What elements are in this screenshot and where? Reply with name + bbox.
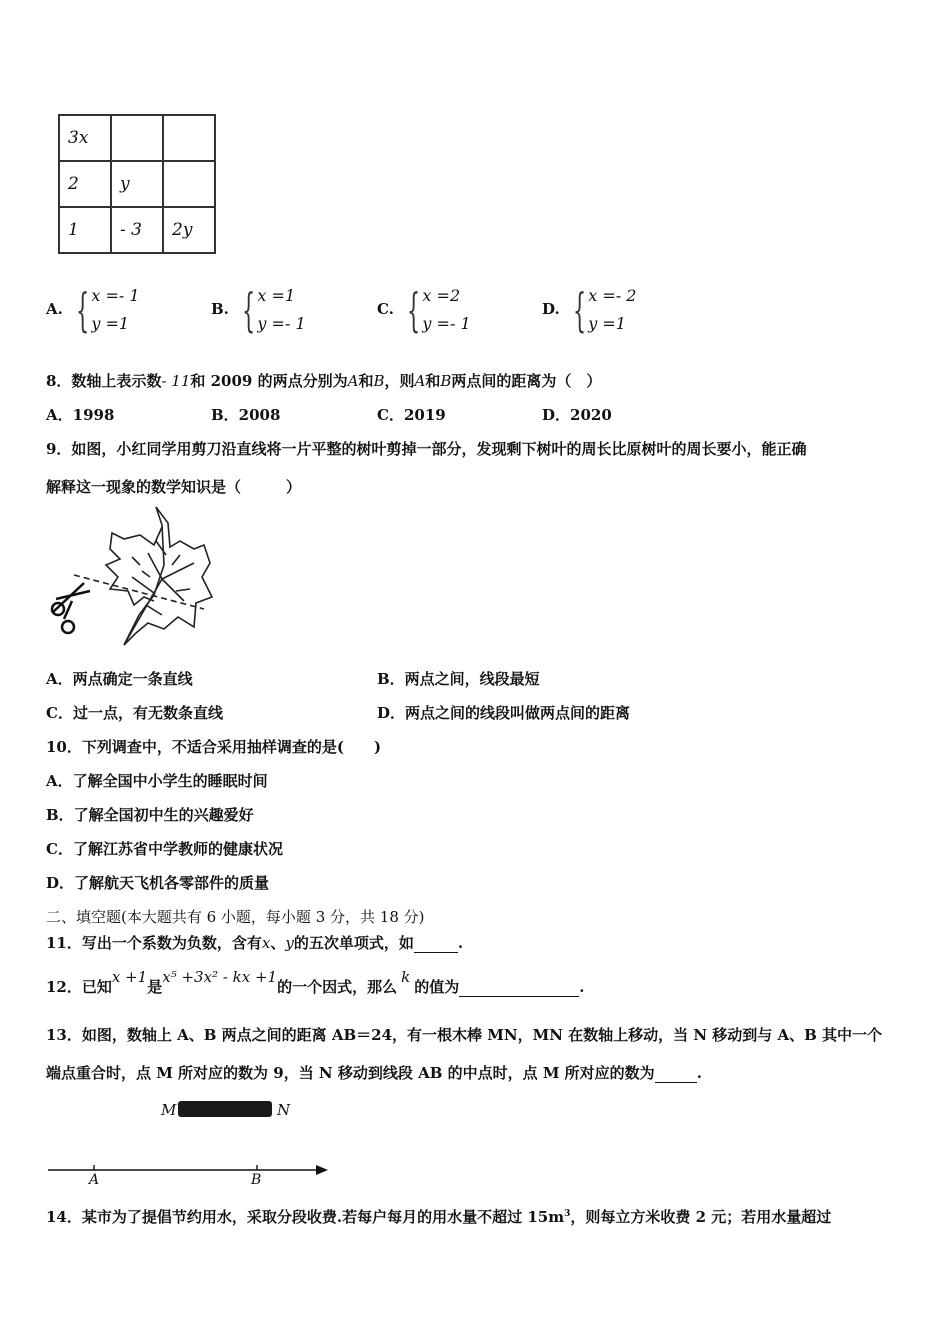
arrow-icon: [316, 1165, 328, 1175]
equation-line: y =- 1: [422, 314, 471, 333]
text: 8．数轴上表示数: [46, 372, 162, 390]
option-label: C.: [377, 300, 394, 318]
text: 12．已知: [46, 978, 112, 996]
q9-option-a: A．两点确定一条直线: [46, 670, 193, 688]
q10-option-a: A．了解全国中小学生的睡眠时间: [46, 772, 268, 790]
grid-cell: 1: [59, 207, 111, 253]
q12-stem: [46, 968, 585, 997]
q14-stem: [46, 1206, 831, 1227]
text: 端点重合时，点 M 所对应的数为 9，当 N 移动到线段 AB 的中点时，点 M 所对应的数为: [46, 1064, 655, 1082]
math: A: [414, 372, 426, 390]
grid-cell: [111, 115, 163, 161]
answer-blank[interactable]: [414, 934, 458, 953]
leaf-scissors-figure: [44, 505, 219, 653]
text: 的一个因式，那么: [277, 978, 398, 996]
cut-line: [74, 575, 204, 609]
math: x⁵ +3x² - kx +1: [162, 968, 278, 986]
text: ，则每立方米收费 2 元；若用水量超过: [570, 1208, 832, 1226]
point-m-label: M: [161, 1101, 177, 1119]
text: 、: [270, 934, 286, 952]
q10-stem: 10．下列调查中，不适合采用抽样调查的是( ): [46, 738, 382, 756]
q9-option-d: D．两点之间的线段叫做两点间的距离: [377, 704, 631, 722]
grid-cell: 2y: [163, 207, 215, 253]
q7-option-b: [211, 282, 306, 338]
leaf-icon: [106, 507, 212, 645]
section-heading: 二、填空题(本大题共有 6 小题，每小题 3 分，共 18 分): [46, 908, 425, 926]
text: .: [457, 934, 464, 952]
grid-cell: [163, 161, 215, 207]
q8-option-b: B．2008: [211, 406, 281, 424]
q9-option-c: C．过一点，有无数条直线: [46, 704, 223, 722]
number-grid: [58, 114, 216, 254]
q10-option-b: B．了解全国初中生的兴趣爱好: [46, 806, 254, 824]
point-n-label: N: [277, 1101, 291, 1119]
equation-system: { x =2 y =- 1: [407, 283, 471, 337]
text: 14．某市为了提倡节约用水，采取分段收费.若每户每月的用水量不超过 15m: [46, 1208, 565, 1226]
text: 的值为: [414, 978, 460, 996]
equation-system: { x =- 2 y =1: [572, 283, 637, 337]
math: - 11: [161, 372, 191, 390]
math: B: [440, 372, 452, 390]
math: A: [347, 372, 359, 390]
q10-option-d: D．了解航天飞机各零部件的质量: [46, 874, 270, 892]
math: x +1: [111, 968, 148, 986]
option-label: D.: [542, 300, 560, 318]
q7-option-c: [377, 282, 471, 338]
text: 是: [147, 978, 163, 996]
answer-blank[interactable]: [655, 1064, 697, 1083]
grid-cell: 2: [59, 161, 111, 207]
text: 和: [358, 372, 374, 390]
point-b-label: B: [251, 1172, 262, 1188]
equation-line: x =- 2: [588, 286, 637, 305]
equation-system: { x =1 y =- 1: [242, 283, 306, 337]
equation-line: x =1: [257, 286, 296, 305]
equation-line: y =- 1: [257, 314, 306, 333]
text: 和 2009 的两点分别为: [190, 372, 348, 390]
q11-stem: [46, 932, 463, 953]
superscript: 3: [564, 1209, 571, 1219]
text: .: [579, 978, 585, 996]
point-a-label: A: [89, 1172, 100, 1188]
q8-option-c: C．2019: [377, 406, 446, 424]
q13-stem-line1: 13．如图，数轴上 A、B 两点之间的距离 AB＝24，有一根木棒 MN，MN 在数轴上移动，当 N 移动到与 A、B 其中一个: [46, 1026, 883, 1044]
grid-cell: 3x: [59, 115, 111, 161]
text: .: [696, 1064, 702, 1082]
math: y: [285, 934, 294, 952]
math: k: [401, 968, 411, 986]
scissors-icon: [52, 583, 90, 633]
equation-system: { x =- 1 y =1: [76, 283, 140, 337]
text: 两点间的距离为（ ）: [451, 372, 602, 390]
equation-line: y =1: [588, 314, 626, 333]
option-label: A.: [46, 300, 63, 318]
answer-blank[interactable]: [459, 978, 579, 997]
text: 和: [425, 372, 441, 390]
option-label: B.: [211, 300, 229, 318]
math: B: [373, 372, 385, 390]
equation-line: y =1: [91, 314, 130, 333]
q10-option-c: C．了解江苏省中学教师的健康状况: [46, 840, 283, 858]
q9-option-b: B．两点之间，线段最短: [377, 670, 540, 688]
equation-line: x =- 1: [91, 286, 140, 305]
q8-stem: [46, 370, 601, 391]
text: ，则: [384, 372, 415, 390]
q7-option-a: [46, 282, 140, 338]
grid-cell: y: [111, 161, 163, 207]
grid-cell: [163, 115, 215, 161]
math: x: [261, 934, 271, 952]
q8-option-d: D．2020: [542, 406, 612, 424]
grid-cell: - 3: [111, 207, 163, 253]
q8-option-a: A．1998: [46, 406, 115, 424]
q7-option-d: [542, 282, 636, 338]
equation-line: x =2: [422, 286, 461, 305]
stick-mn: [178, 1101, 272, 1117]
text: 的五次单项式，如: [293, 934, 414, 952]
q13-stem-line2: [46, 1062, 702, 1083]
q9-stem-line1: 9．如图，小红同学用剪刀沿直线将一片平整的树叶剪掉一部分，发现剩下树叶的周长比原树叶的周长要小，能正确: [46, 440, 807, 458]
text: 11．写出一个系数为负数，含有: [46, 934, 262, 952]
q9-stem-line2: 解释这一现象的数学知识是（ ）: [46, 478, 302, 496]
